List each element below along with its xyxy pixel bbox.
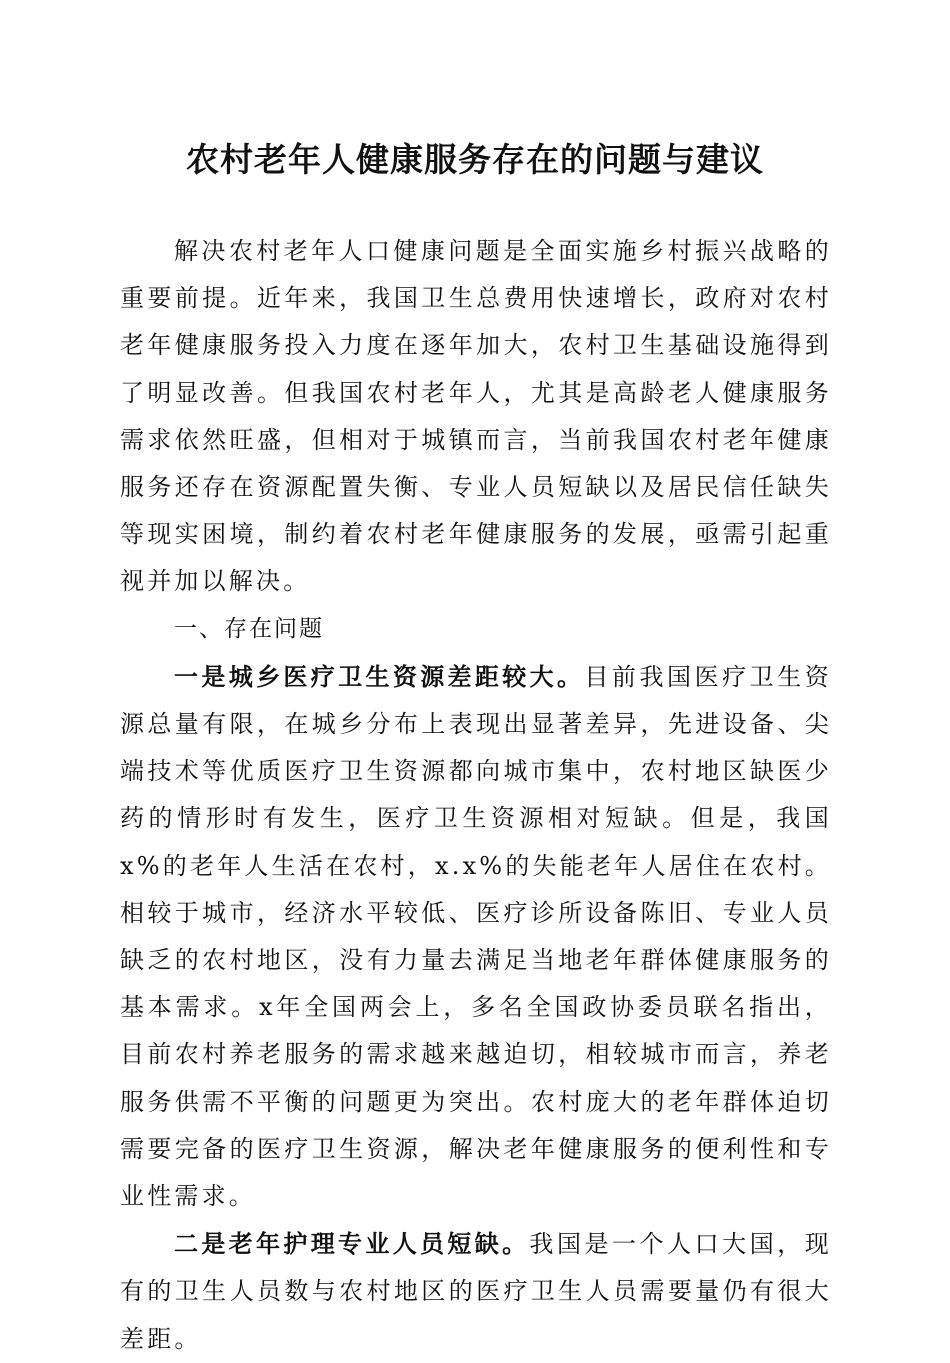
section-heading: 一、存在问题	[174, 615, 324, 642]
problem-paragraph-2	[120, 1220, 832, 1363]
problem-1-text: 目前我国医疗卫生资源总量有限，在城乡分布上表现出显著差异，先进设备、尖端技术等优质医疗卫生资源都向城市集中，农村地区缺医少药的情形时有发生，医疗卫生资源相对短缺。但是，我国x%的老年人生活在农村，x.x%的失能老年人居住在农村。相较于城市，经济水平较低、医疗诊所设备陈旧、专业人员缺乏的农村地区，没有力量去满足当地老年群体健康服务的基本需求。x年全国两会上，多名全国政协委员联名指出，目前农村养老服务的需求越来越迫切，相较城市而言，养老服务供需不平衡的问题更为突出。农村庞大的老年群体迫切需要完备的医疗卫生资源，解决老年健康服务的便利性和专业性需求。	[120, 662, 832, 1211]
problem-2-text: 我国是一个人口大国，现有的卫生人员数与农村地区的医疗卫生人员需要量仍有很大差距。	[120, 1230, 832, 1353]
intro-paragraph: 解决农村老年人口健康问题是全面实施乡村振兴战略的重要前提。近年来，我国卫生总费用快速增长，政府对农村老年健康服务投入力度在逐年加大，农村卫生基础设施得到了明显改善。但我国农村老年人，尤其是高龄老人健康服务需求依然旺盛，但相对于城镇而言，当前我国农村老年健康服务还存在资源配置失衡、专业人员短缺以及居民信任缺失等现实困境，制约着农村老年健康服务的发展，亟需引起重视并加以解决。	[120, 237, 832, 596]
problem-2-lead: 二是老年护理专业人员短缺。	[174, 1229, 530, 1259]
document-body	[120, 228, 832, 1363]
problem-1-lead: 一是城乡医疗卫生资源差距较大。	[174, 661, 585, 691]
problem-paragraph-1	[120, 653, 832, 1220]
document-title: 农村老年人健康服务存在的问题与建议	[186, 140, 764, 179]
